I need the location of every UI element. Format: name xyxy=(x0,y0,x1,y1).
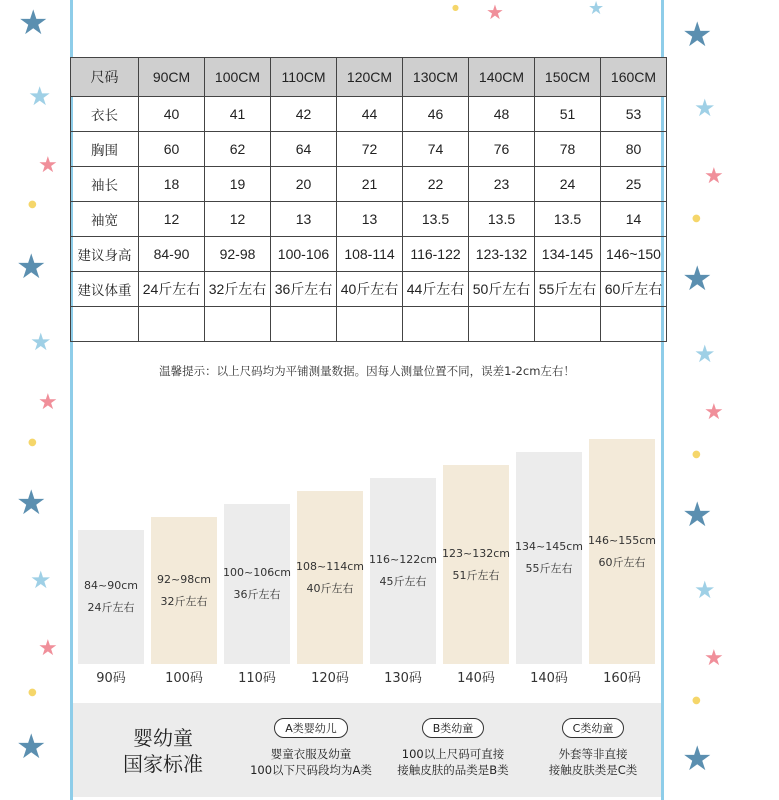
star-icon: ★ xyxy=(694,576,716,604)
table-row-label: 建议身高 xyxy=(71,237,139,272)
table-cell: 13 xyxy=(271,202,337,237)
table-cell: 20 xyxy=(271,167,337,202)
standards-title xyxy=(103,725,223,777)
star-icon: ★ xyxy=(682,739,713,779)
bar-height-label: 146~155cm xyxy=(588,533,656,547)
star-icon: ★ xyxy=(694,340,716,368)
bar-height-label: 123~132cm xyxy=(442,546,510,560)
category-c xyxy=(518,717,668,778)
x-tick-label: 140码 xyxy=(457,671,495,686)
bar-weight-label: 36斤左右 xyxy=(233,588,281,601)
table-header-cell: 140CM xyxy=(469,58,535,97)
table-header-cell: 130CM xyxy=(403,58,469,97)
table-cell: 80 xyxy=(601,132,667,167)
category-b-line1: 100以上尺码可直接 xyxy=(401,747,505,761)
chart-bar xyxy=(151,517,217,664)
star-icon: ★ xyxy=(38,153,58,178)
table-cell: 44斤左右 xyxy=(403,272,469,307)
chart-bar xyxy=(589,439,655,664)
bar-weight-label: 24斤左右 xyxy=(87,601,135,614)
table-cell: 76 xyxy=(469,132,535,167)
table-cell: 18 xyxy=(139,167,205,202)
table-header-cell: 110CM xyxy=(271,58,337,97)
dot-icon: ● xyxy=(28,199,37,210)
star-icon: ★ xyxy=(28,82,52,112)
table-cell: 116-122 xyxy=(403,237,469,272)
bar-weight-label: 60斤左右 xyxy=(598,555,646,569)
star-icon: ★ xyxy=(704,646,724,671)
left-decoration xyxy=(0,0,70,800)
table-cell: 60斤左右 xyxy=(601,272,667,307)
table-cell: 36斤左右 xyxy=(271,272,337,307)
table-header-cell: 100CM xyxy=(205,58,271,97)
table-cell: 64 xyxy=(271,132,337,167)
table-cell: 22 xyxy=(403,167,469,202)
table-cell: 21 xyxy=(337,167,403,202)
bar-weight-label: 45斤左右 xyxy=(379,575,427,588)
bar-height-label: 134~145cm xyxy=(515,540,583,553)
table-cell: 19 xyxy=(205,167,271,202)
star-icon: ★ xyxy=(682,259,713,299)
standards-title-line1: 婴幼童 xyxy=(133,726,193,750)
x-tick-label: 90码 xyxy=(96,671,126,686)
category-a xyxy=(236,717,386,778)
chart-bar xyxy=(78,530,144,664)
star-icon: ★ xyxy=(704,164,724,189)
x-tick-label: 110码 xyxy=(238,671,276,686)
star-icon: ★ xyxy=(30,566,52,594)
x-tick-label: 130码 xyxy=(384,671,422,686)
dot-icon: ● xyxy=(692,449,701,460)
table-cell: 92-98 xyxy=(205,237,271,272)
table-row-label: 建议体重 xyxy=(71,272,139,307)
star-icon: ★ xyxy=(18,3,49,43)
bar-weight-label: 55斤左右 xyxy=(525,562,573,575)
star-icon: ★ xyxy=(38,390,58,415)
table-cell: 32斤左右 xyxy=(205,272,271,307)
table-cell: 50斤左右 xyxy=(469,272,535,307)
x-tick-label: 140码 xyxy=(530,671,568,686)
star-icon: ★ xyxy=(704,400,724,425)
star-icon: ★ xyxy=(16,483,47,523)
star-icon: ★ xyxy=(682,495,713,535)
chart-bar xyxy=(297,491,363,664)
standards-footer xyxy=(73,703,661,797)
category-b xyxy=(378,717,528,778)
table-cell: 134-145 xyxy=(535,237,601,272)
star-icon: ★ xyxy=(30,328,52,356)
table-header-cell: 120CM xyxy=(337,58,403,97)
table-cell: 40 xyxy=(139,97,205,132)
bar-weight-label: 32斤左右 xyxy=(160,594,208,608)
star-icon: ★ xyxy=(682,15,713,55)
chart-bar xyxy=(224,504,290,664)
category-c-line1: 外套等非直接 xyxy=(558,747,628,761)
dot-icon: ● xyxy=(28,687,37,698)
table-row-label: 衣长 xyxy=(71,97,139,132)
table-cell: 24斤左右 xyxy=(139,272,205,307)
table-row-label: 胸围 xyxy=(71,132,139,167)
dot-icon: ● xyxy=(692,213,701,224)
measurement-tip: 温馨提示：以上尺码均为平铺测量数据。因每人测量位置不同，误差1-2cm左右！ xyxy=(159,364,575,378)
table-cell: 60 xyxy=(139,132,205,167)
bar-height-label: 84~90cm xyxy=(84,579,138,592)
star-icon: ★ xyxy=(486,0,504,24)
table-cell: 41 xyxy=(205,97,271,132)
standards-title-line2: 国家标准 xyxy=(123,752,203,776)
dot-icon: ● xyxy=(692,695,701,706)
table-cell: 108-114 xyxy=(337,237,403,272)
table-cell: 146~150 xyxy=(601,237,667,272)
table-cell: 53 xyxy=(601,97,667,132)
table-cell: 51 xyxy=(535,97,601,132)
star-icon: ★ xyxy=(38,636,58,661)
x-tick-label: 100码 xyxy=(165,671,203,686)
x-tick-label: 160码 xyxy=(603,671,641,686)
dot-icon: ● xyxy=(452,3,459,12)
table-cell: 24 xyxy=(535,167,601,202)
table-cell: 84-90 xyxy=(139,237,205,272)
category-a-line2: 100以下尺码段均为A类 xyxy=(250,763,372,777)
bar-height-label: 116~122cm xyxy=(369,553,437,566)
table-cell: 13.5 xyxy=(535,202,601,237)
table-cell: 62 xyxy=(205,132,271,167)
star-icon: ★ xyxy=(694,94,716,122)
table-cell: 40斤左右 xyxy=(337,272,403,307)
category-b-line2: 接触皮肤的品类是B类 xyxy=(397,763,509,777)
table-cell: 72 xyxy=(337,132,403,167)
category-a-line1: 婴童衣服及幼童 xyxy=(270,747,352,761)
x-tick-label: 120码 xyxy=(311,671,349,686)
chart-bar xyxy=(443,465,509,664)
bar-weight-label: 51斤左右 xyxy=(452,568,500,582)
category-a-pill: A类婴幼儿 xyxy=(274,718,348,738)
table-cell: 100-106 xyxy=(271,237,337,272)
table-row-label: 袖宽 xyxy=(71,202,139,237)
star-icon: ★ xyxy=(16,727,47,767)
table-cell: 23 xyxy=(469,167,535,202)
table-cell: 46 xyxy=(403,97,469,132)
star-icon: ★ xyxy=(16,247,47,287)
right-decoration xyxy=(668,0,779,800)
table-cell: 13 xyxy=(337,202,403,237)
category-c-line2: 接触皮肤类是C类 xyxy=(548,763,638,777)
table-cell: 12 xyxy=(205,202,271,237)
table-cell: 123-132 xyxy=(469,237,535,272)
category-c-pill: C类幼童 xyxy=(562,718,625,738)
table-cell: 25 xyxy=(601,167,667,202)
table-cell: 44 xyxy=(337,97,403,132)
table-header-cell: 90CM xyxy=(139,58,205,97)
table-row-label: 袖长 xyxy=(71,167,139,202)
table-cell: 13.5 xyxy=(403,202,469,237)
table-cell: 13.5 xyxy=(469,202,535,237)
table-cell: 12 xyxy=(139,202,205,237)
table-cell: 42 xyxy=(271,97,337,132)
category-b-pill: B类幼童 xyxy=(422,718,485,738)
height-chart xyxy=(78,0,658,800)
chart-bar xyxy=(516,452,582,664)
table-cell: 55斤左右 xyxy=(535,272,601,307)
table-cell: 78 xyxy=(535,132,601,167)
dot-icon: ● xyxy=(28,437,37,448)
bar-height-label: 100~106cm xyxy=(223,566,291,579)
bar-height-label: 92~98cm xyxy=(157,572,211,586)
star-icon: ★ xyxy=(588,0,605,19)
table-cell: 48 xyxy=(469,97,535,132)
table-header-cell: 尺码 xyxy=(71,58,139,97)
chart-bar xyxy=(370,478,436,664)
table-header-cell: 150CM xyxy=(535,58,601,97)
table-cell: 14 xyxy=(601,202,667,237)
bar-weight-label: 40斤左右 xyxy=(306,581,354,595)
table-cell: 74 xyxy=(403,132,469,167)
bar-height-label: 108~114cm xyxy=(296,559,364,573)
table-header-cell: 160CM xyxy=(601,58,667,97)
